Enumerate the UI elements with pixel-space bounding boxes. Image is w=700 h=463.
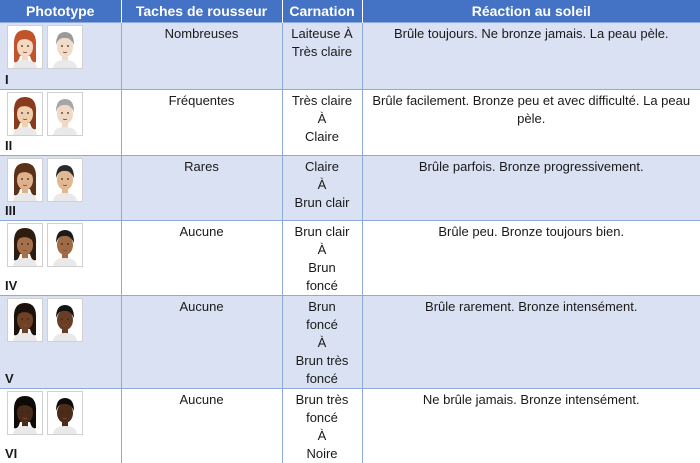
complexion-cell: Claire À Brun clair (282, 156, 362, 221)
sun-reaction-cell: Brûle peu. Bronze toujours bien. (362, 221, 700, 296)
header-complexion: Carnation (282, 0, 362, 23)
table-row (0, 221, 700, 296)
phototype-cell (0, 296, 121, 389)
phototype-cell (0, 23, 121, 90)
complexion-cell: Laiteuse À Très claire (282, 23, 362, 90)
sun-reaction-cell: Brûle toujours. Ne bronze jamais. La peau pèle. (362, 23, 700, 90)
face-portrait-icon (47, 391, 83, 435)
header-freckles: Taches de rousseur (121, 0, 282, 23)
table-row (0, 156, 700, 221)
phototype-cell (0, 389, 121, 463)
freckles-cell: Aucune (121, 221, 282, 296)
phototype-label: III (5, 202, 16, 220)
phototype-cell (0, 156, 121, 221)
header-phototype: Phototype (0, 0, 121, 23)
complexion-cell: Brun très foncé À Noire (282, 389, 362, 463)
face-illustrations (7, 298, 83, 342)
header-row (0, 0, 700, 23)
phototype-label: V (5, 370, 14, 388)
face-portrait-icon (47, 158, 83, 202)
freckles-cell: Fréquentes (121, 90, 282, 156)
face-illustrations (7, 391, 83, 435)
complexion-cell: Brun clair À Brun foncé (282, 221, 362, 296)
face-illustrations (7, 158, 83, 202)
table-row (0, 90, 700, 156)
face-illustrations (7, 223, 83, 267)
phototype-cell (0, 221, 121, 296)
face-portrait-icon (7, 223, 43, 267)
face-portrait-icon (47, 25, 83, 69)
complexion-cell: Brun foncé À Brun très foncé (282, 296, 362, 389)
freckles-cell: Aucune (121, 389, 282, 463)
face-portrait-icon (7, 92, 43, 136)
phototype-label: IV (5, 277, 17, 295)
face-portrait-icon (47, 92, 83, 136)
face-portrait-icon (7, 391, 43, 435)
table-row (0, 23, 700, 90)
face-portrait-icon (47, 223, 83, 267)
freckles-cell: Rares (121, 156, 282, 221)
face-portrait-icon (7, 25, 43, 69)
face-portrait-icon (7, 298, 43, 342)
face-illustrations (7, 92, 83, 136)
sun-reaction-cell: Brûle parfois. Bronze progressivement. (362, 156, 700, 221)
freckles-cell: Aucune (121, 296, 282, 389)
phototype-label: VI (5, 445, 17, 463)
face-portrait-icon (47, 298, 83, 342)
face-portrait-icon (7, 158, 43, 202)
sun-reaction-cell: Ne brûle jamais. Bronze intensément. (362, 389, 700, 463)
complexion-cell: Très claire À Claire (282, 90, 362, 156)
header-sun-reaction: Réaction au soleil (362, 0, 700, 23)
table-row (0, 389, 700, 463)
table-row (0, 296, 700, 389)
freckles-cell: Nombreuses (121, 23, 282, 90)
phototype-label: I (5, 71, 9, 89)
phototype-label: II (5, 137, 12, 155)
face-illustrations (7, 25, 83, 69)
sun-reaction-cell: Brûle rarement. Bronze intensément. (362, 296, 700, 389)
phototype-cell (0, 90, 121, 156)
sun-reaction-cell: Brûle facilement. Bronze peu et avec difficulté. La peau pèle. (362, 90, 700, 156)
